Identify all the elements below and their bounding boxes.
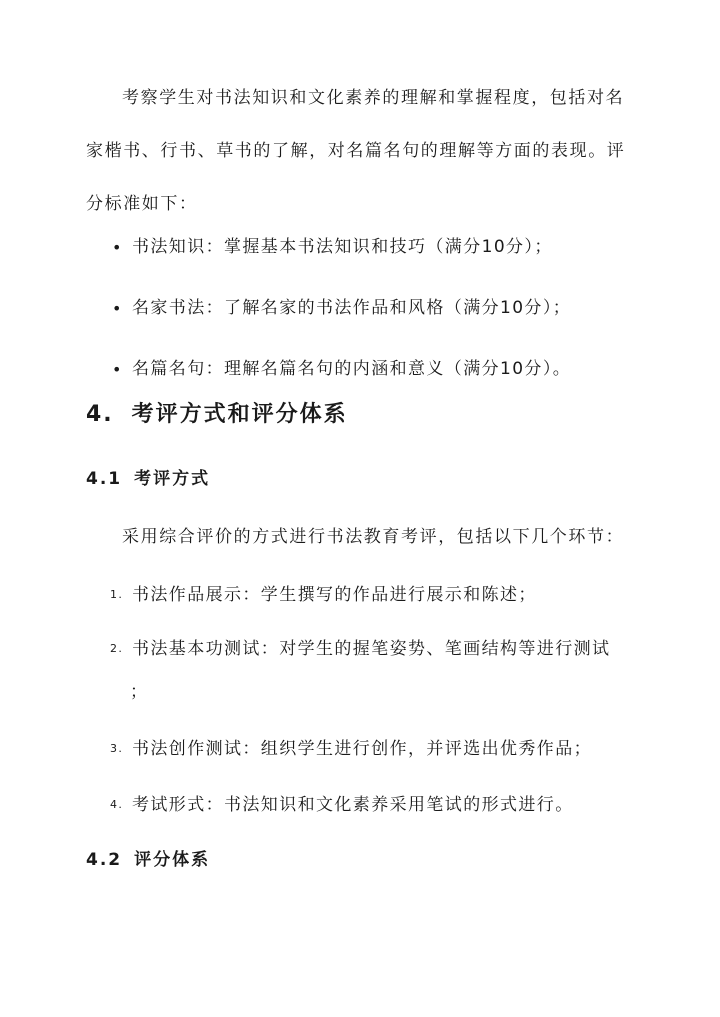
criteria-list (0, 217, 571, 400)
list-item-text: 名家书法：了解名家的书法作品和风格（满分10分）； (132, 298, 572, 318)
item-number: 2. (110, 642, 124, 655)
item-text: 书法基本功测试：对学生的握笔姿势、笔画结构等进行测试 (132, 639, 611, 659)
list-item-text: 名篇名句：理解名篇名句的内涵和意义（满分10分）。 (132, 359, 572, 379)
bullet-icon: • (112, 360, 123, 379)
item-number: 3. (110, 742, 124, 755)
item-text: 书法作品展示：学生撰写的作品进行展示和陈述； (132, 585, 537, 605)
item-number: 4. (110, 798, 124, 811)
subsection-heading (86, 462, 210, 496)
body-paragraph: 考察学生对书法知识和文化素养的理解和掌握程度，包括对名家楷书、行书、草书的了解，对名篇名句的理解等方面的表现。评分标准如下： (86, 88, 626, 214)
list-item-text: 书法知识：掌握基本书法知识和技巧（满分10分）； (132, 237, 553, 257)
list-item (0, 339, 571, 400)
item-text-continuation: ； (130, 682, 149, 702)
bullet-icon: • (112, 299, 123, 318)
bullet-icon: • (112, 238, 123, 257)
section-heading (86, 393, 348, 437)
item-text: 书法创作测试：组织学生进行创作，并评选出优秀作品； (132, 739, 592, 759)
section-title: 考评方式和评分体系 (131, 402, 348, 427)
subsection-heading (86, 843, 210, 877)
subsection-number: 4.2 (86, 850, 123, 870)
subsection-intro: 采用综合评价的方式进行书法教育考评，包括以下几个环节： (122, 527, 625, 547)
subsection-number: 4.1 (86, 469, 123, 489)
subsection-title: 考评方式 (134, 469, 211, 489)
subsection-title: 评分体系 (134, 850, 211, 870)
section-number: 4. (86, 402, 114, 427)
item-text: 考试形式：书法知识和文化素养采用笔试的形式进行。 (132, 795, 574, 815)
item-number: 1. (110, 588, 124, 601)
list-item (0, 278, 571, 339)
list-item (0, 217, 571, 278)
